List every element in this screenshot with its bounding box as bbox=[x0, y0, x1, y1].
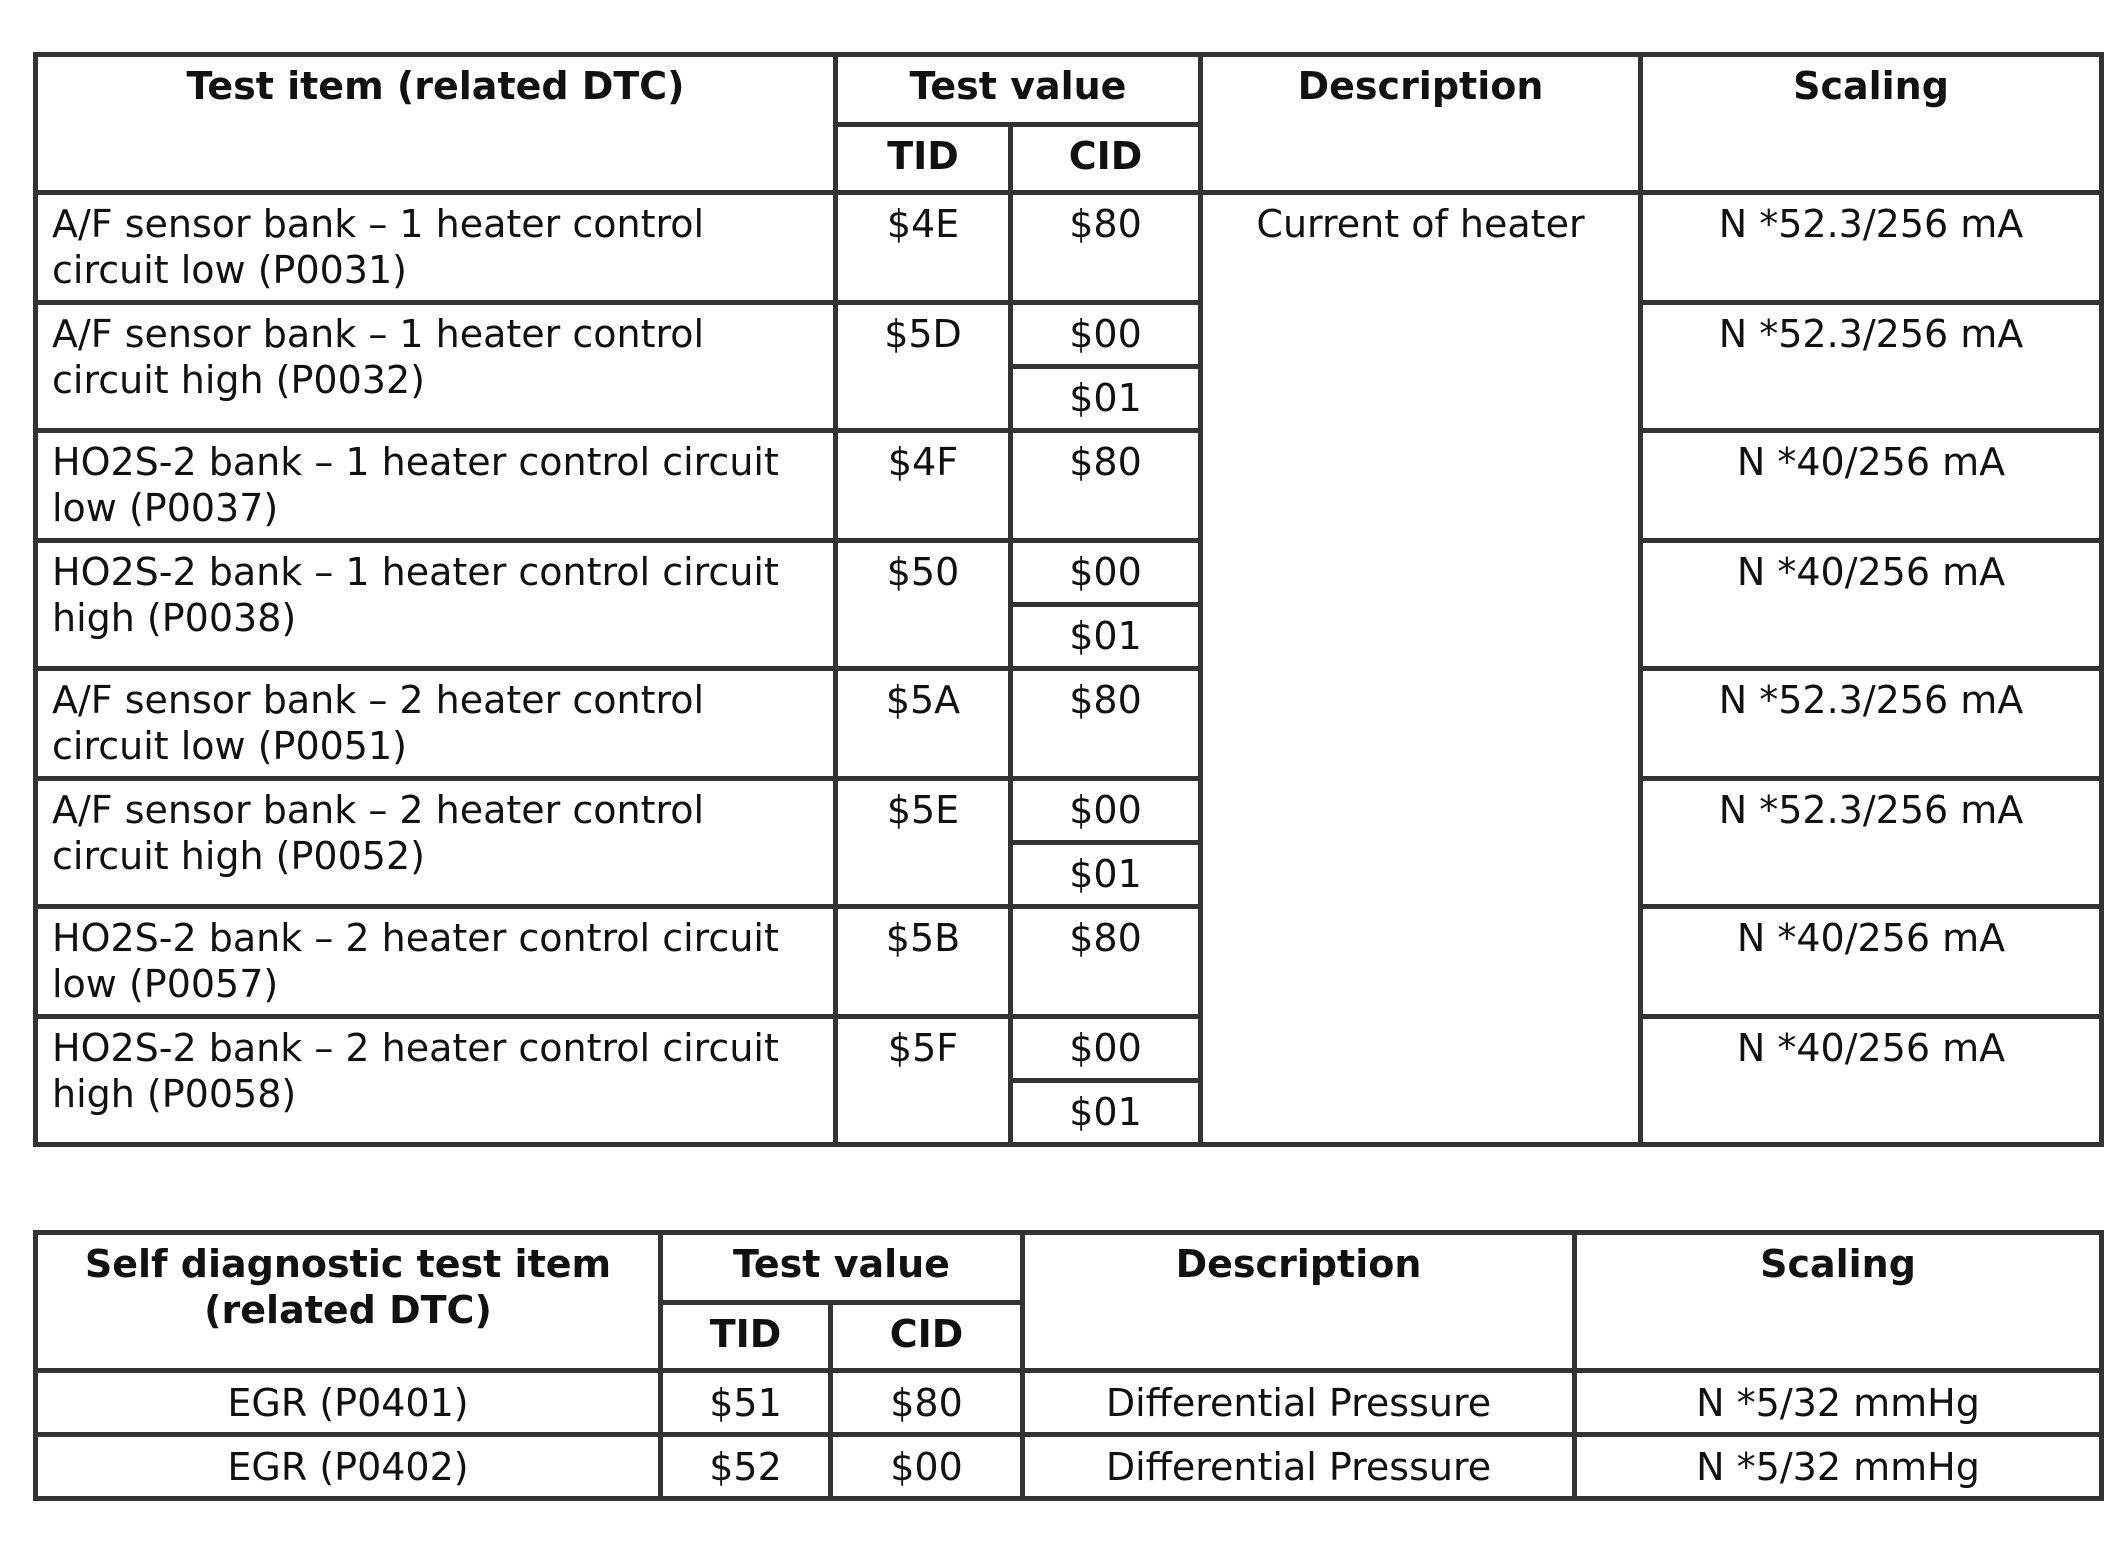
table-row bbox=[36, 541, 2102, 605]
cid-cell: $00 bbox=[1011, 541, 1201, 605]
header-scaling: Scaling bbox=[1575, 1233, 2102, 1371]
tid-cell: $50 bbox=[836, 541, 1011, 669]
scaling-cell: N *5/32 mmHg bbox=[1575, 1435, 2102, 1499]
header-self-diagnostic-item: Self diagnostic test item (related DTC) bbox=[36, 1233, 661, 1371]
test-item-cell: EGR (P0401) bbox=[36, 1371, 661, 1435]
table-row bbox=[36, 431, 2102, 541]
egr-test-table bbox=[33, 1230, 2104, 1501]
heater-test-table bbox=[33, 52, 2104, 1147]
header-description: Description bbox=[1201, 55, 1641, 193]
tid-cell: $4F bbox=[836, 431, 1011, 541]
scaling-cell: N *52.3/256 mA bbox=[1641, 779, 2102, 907]
tid-cell: $5D bbox=[836, 303, 1011, 431]
tid-cell: $5A bbox=[836, 669, 1011, 779]
cid-cell: $01 bbox=[1011, 843, 1201, 907]
table-row bbox=[36, 1371, 2102, 1435]
table-row bbox=[36, 1017, 2102, 1081]
scaling-cell: N *5/32 mmHg bbox=[1575, 1371, 2102, 1435]
tid-cell: $5F bbox=[836, 1017, 1011, 1145]
cid-cell: $00 bbox=[1011, 303, 1201, 367]
cid-cell: $01 bbox=[1011, 367, 1201, 431]
cid-cell: $00 bbox=[1011, 1017, 1201, 1081]
test-item-cell: A/F sensor bank – 1 heater control circuit low (P0031) bbox=[36, 193, 836, 303]
header-scaling: Scaling bbox=[1641, 55, 2102, 193]
cid-cell: $80 bbox=[831, 1371, 1023, 1435]
scaling-cell: N *52.3/256 mA bbox=[1641, 303, 2102, 431]
test-item-cell: HO2S-2 bank – 1 heater control circuit high (P0038) bbox=[36, 541, 836, 669]
scaling-cell: N *52.3/256 mA bbox=[1641, 669, 2102, 779]
scaling-cell: N *40/256 mA bbox=[1641, 1017, 2102, 1145]
tid-cell: $4E bbox=[836, 193, 1011, 303]
test-item-cell: A/F sensor bank – 1 heater control circuit high (P0032) bbox=[36, 303, 836, 431]
description-cell: Current of heater bbox=[1201, 193, 1641, 1145]
header-test-value: Test value bbox=[661, 1233, 1023, 1303]
table-row bbox=[36, 303, 2102, 367]
header-tid: TID bbox=[661, 1303, 831, 1371]
scaling-cell: N *40/256 mA bbox=[1641, 541, 2102, 669]
cid-cell: $01 bbox=[1011, 1081, 1201, 1145]
cid-cell: $01 bbox=[1011, 605, 1201, 669]
table-row bbox=[36, 193, 2102, 303]
test-item-cell: HO2S-2 bank – 2 heater control circuit low (P0057) bbox=[36, 907, 836, 1017]
table-row bbox=[36, 779, 2102, 843]
test-item-cell: A/F sensor bank – 2 heater control circuit low (P0051) bbox=[36, 669, 836, 779]
table-row bbox=[36, 907, 2102, 1017]
cid-cell: $80 bbox=[1011, 907, 1201, 1017]
heater-test-table-body bbox=[36, 193, 2102, 1145]
cid-cell: $00 bbox=[831, 1435, 1023, 1499]
description-cell: Differential Pressure bbox=[1023, 1435, 1575, 1499]
header-cid: CID bbox=[831, 1303, 1023, 1371]
scaling-cell: N *52.3/256 mA bbox=[1641, 193, 2102, 303]
table-row bbox=[36, 669, 2102, 779]
header-test-value: Test value bbox=[836, 55, 1201, 125]
header-tid: TID bbox=[836, 125, 1011, 193]
test-item-cell: HO2S-2 bank – 1 heater control circuit low (P0037) bbox=[36, 431, 836, 541]
scaling-cell: N *40/256 mA bbox=[1641, 907, 2102, 1017]
header-description: Description bbox=[1023, 1233, 1575, 1371]
description-cell: Differential Pressure bbox=[1023, 1371, 1575, 1435]
header-cid: CID bbox=[1011, 125, 1201, 193]
tid-cell: $5B bbox=[836, 907, 1011, 1017]
header-test-item: Test item (related DTC) bbox=[36, 55, 836, 193]
tid-cell: $52 bbox=[661, 1435, 831, 1499]
cid-cell: $00 bbox=[1011, 779, 1201, 843]
egr-test-table-body bbox=[36, 1371, 2102, 1499]
table-row bbox=[36, 1435, 2102, 1499]
cid-cell: $80 bbox=[1011, 431, 1201, 541]
test-item-cell: A/F sensor bank – 2 heater control circuit high (P0052) bbox=[36, 779, 836, 907]
tid-cell: $5E bbox=[836, 779, 1011, 907]
test-item-cell: EGR (P0402) bbox=[36, 1435, 661, 1499]
test-item-cell: HO2S-2 bank – 2 heater control circuit high (P0058) bbox=[36, 1017, 836, 1145]
tid-cell: $51 bbox=[661, 1371, 831, 1435]
cid-cell: $80 bbox=[1011, 193, 1201, 303]
cid-cell: $80 bbox=[1011, 669, 1201, 779]
scaling-cell: N *40/256 mA bbox=[1641, 431, 2102, 541]
